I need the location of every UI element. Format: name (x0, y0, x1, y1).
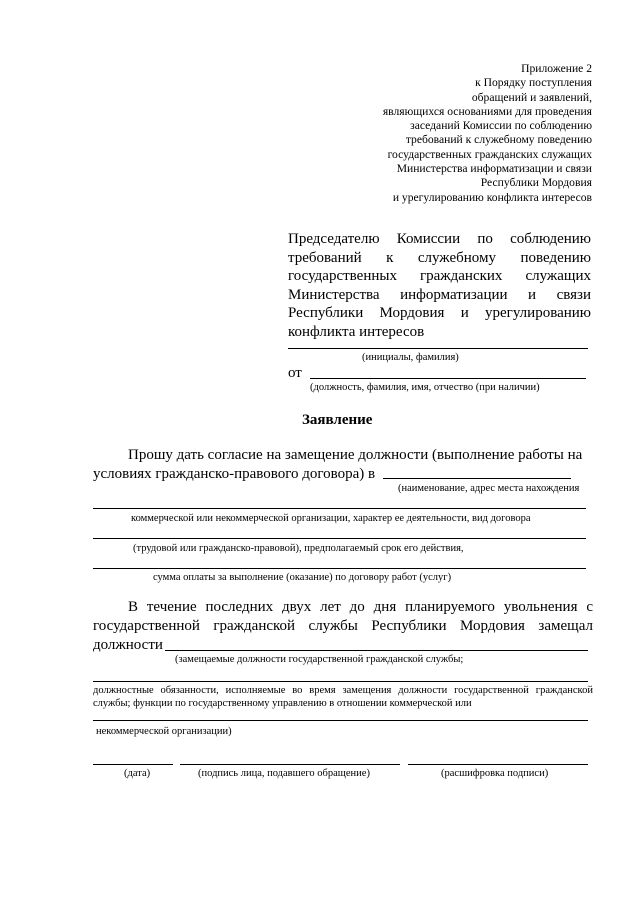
addressee-line: государственных гражданских служащих (288, 268, 591, 285)
document-title: Заявление (302, 412, 373, 428)
positions-field[interactable] (165, 650, 588, 651)
from-label: от (288, 365, 302, 381)
from-caption: (должность, фамилия, имя, отчество (при наличии) (310, 382, 540, 393)
addressee-line: конфликта интересов (288, 323, 425, 340)
organization-type-field[interactable] (93, 720, 588, 721)
payment-field[interactable] (93, 568, 586, 569)
from-field[interactable] (310, 378, 586, 379)
history-line: В течение последних двух лет до дня планируемого увольнения с (128, 599, 593, 615)
addressee-block (288, 230, 591, 342)
addressee-line: требований к служебному поведению (288, 249, 591, 266)
history-caption-block (93, 684, 593, 710)
initials-field[interactable] (288, 348, 588, 349)
signature-field[interactable] (180, 764, 400, 765)
appendix-line: Министерства информатизации и связи (396, 162, 592, 176)
appendix-line: являющихся основаниями для проведения (382, 104, 592, 118)
date-field[interactable] (93, 764, 173, 765)
history-caption: службы; функции по государственному управлению в отношении коммерческой или (93, 698, 472, 709)
appendix-line: Приложение 2 (521, 62, 592, 75)
appendix-line: заседаний Комиссии по соблюдению (410, 119, 592, 133)
contract-field[interactable] (93, 538, 586, 539)
appendix-line: к Порядку поступления (475, 76, 592, 90)
request-caption: (трудовой или гражданско-правовой), предполагаемый срок его действия, (133, 543, 464, 554)
appendix-line: требований к служебному поведению (405, 133, 592, 147)
date-caption: (дата) (124, 768, 151, 779)
appendix-block (332, 62, 592, 205)
request-line: условиях гражданско-правового договора) в (93, 466, 376, 482)
request-caption: коммерческой или некоммерческой организации, характер ее деятельности, вид договора (131, 513, 531, 524)
history-line: должности (93, 637, 163, 653)
initials-caption: (инициалы, фамилия) (362, 352, 459, 363)
history-caption: некоммерческой организации) (96, 726, 232, 737)
appendix-line: Республики Мордовия (480, 176, 592, 190)
appendix-line: обращений и заявлений, (471, 90, 592, 104)
request-caption: сумма оплаты за выполнение (оказание) по договору работ (услуг) (153, 572, 452, 583)
history-caption: (замещаемые должности государственной гражданской службы; (175, 654, 464, 665)
appendix-line: государственных гражданских служащих (387, 147, 592, 161)
addressee-line: Министерства информатизации и связи (288, 286, 591, 303)
duties-field[interactable] (93, 681, 588, 682)
addressee-line: Председателю Комиссии по соблюдению (288, 231, 591, 247)
history-paragraph (93, 598, 593, 636)
decoding-caption: (расшифровка подписи) (441, 768, 549, 779)
signature-caption: (подпись лица, подавшего обращение) (198, 768, 370, 779)
addressee-line: Республики Мордовия и урегулированию (288, 305, 591, 322)
decoding-field[interactable] (408, 764, 588, 765)
history-caption: должностные обязанности, исполняемые во время замещения должности государственной гражданской (93, 685, 593, 696)
organization-field[interactable] (383, 478, 571, 479)
appendix-line: и урегулированию конфликта интересов (392, 190, 592, 204)
history-line: государственной гражданской службы Республики Мордовия замещал (93, 618, 593, 634)
request-line: Прошу дать согласие на замещение должности (выполнение работы на (128, 447, 583, 463)
request-caption: (наименование, адрес места нахождения (398, 483, 580, 494)
organization-field-2[interactable] (93, 508, 586, 509)
